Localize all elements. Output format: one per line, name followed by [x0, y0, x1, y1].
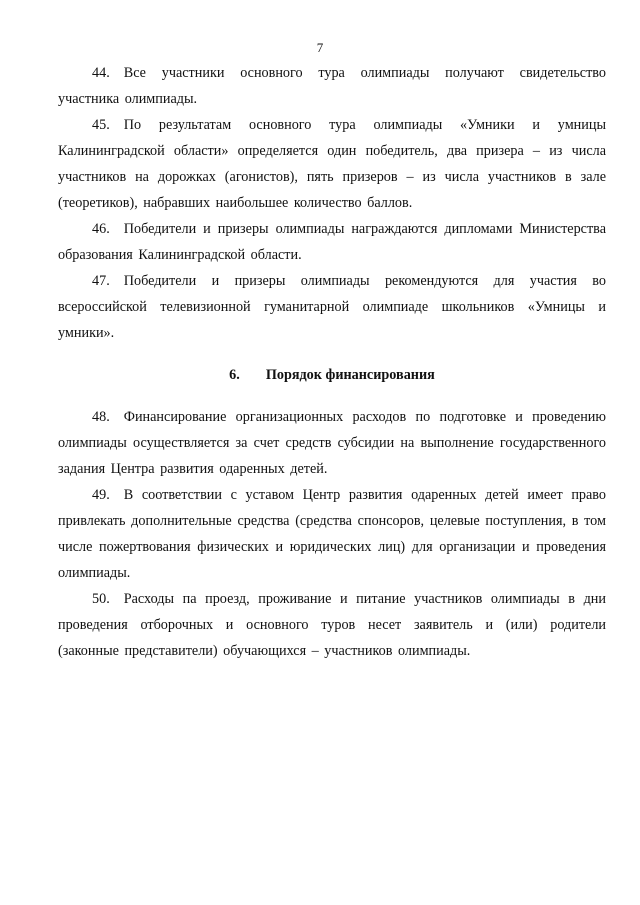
paragraph-50: [58, 586, 606, 664]
paragraph-number: 50.: [92, 591, 110, 607]
paragraph-number: 46.: [92, 221, 110, 237]
section-heading: [58, 362, 606, 388]
paragraph-text: Расходы па проезд, проживание и питание участников олимпиады в дни проведения отборочных и основного туров несет заявитель и (или) родители (законные представители) обучающихся – участников олимпиады.: [58, 591, 606, 659]
paragraph-text: Все участники основного тура олимпиады получают свидетельство участника олимпиады.: [58, 65, 606, 107]
paragraph-number: 44.: [92, 65, 110, 81]
paragraph-48: [58, 404, 606, 482]
paragraph-text: Финансирование организационных расходов по подготовке и проведению олимпиады осуществляется за счет средств субсидии на выполнение государственного задания Центра развития одаренных детей.: [58, 409, 606, 477]
paragraph-number: 49.: [92, 487, 110, 503]
paragraph-text: По результатам основного тура олимпиады «Умники и умницы Калининградской области» определяется один победитель, два призера – из числа участников на дорожках (агонистов), пять призеров – из числа участников в зале (теоретиков), набравших наибольшее количество баллов.: [58, 117, 606, 211]
paragraph-text: Победители и призеры олимпиады рекомендуются для участия во всероссийской телевизионной гуманитарной олимпиаде школьников «Умницы и умники».: [58, 273, 606, 341]
paragraph-text: Победители и призеры олимпиады награждаются дипломами Министерства образования Калининградской области.: [58, 221, 606, 263]
paragraph-number: 47.: [92, 273, 110, 289]
document-body: [58, 60, 606, 664]
paragraph-47: [58, 268, 606, 346]
paragraph-text: В соответствии с уставом Центр развития одаренных детей имеет право привлекать дополнительные средства (средства спонсоров, целевые поступления, в том числе пожертвования физических и юридических лиц) для организации и проведения олимпиады.: [58, 487, 606, 581]
paragraph-44: [58, 60, 606, 112]
section-number: 6.: [229, 367, 240, 383]
paragraph-46: [58, 216, 606, 268]
page-number: 7: [316, 40, 324, 55]
paragraph-number: 45.: [92, 117, 110, 133]
section-title: Порядок финансирования: [265, 367, 435, 383]
paragraph-49: [58, 482, 606, 586]
paragraph-number: 48.: [92, 409, 110, 425]
paragraph-45: [58, 112, 606, 216]
